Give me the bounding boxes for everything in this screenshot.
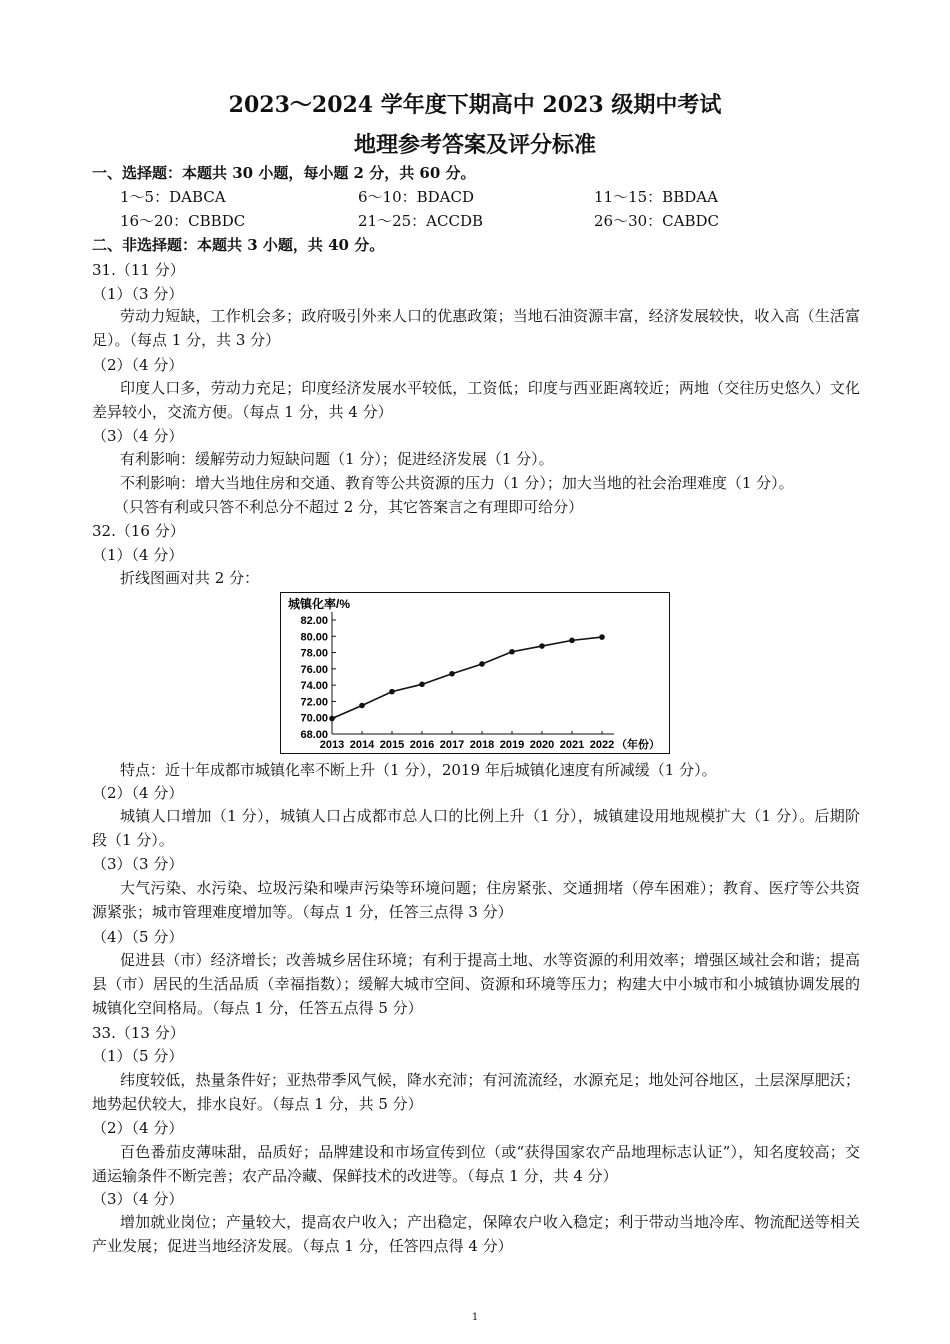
section2-heading: 二、非选择题：本题共 3 小题，共 40 分。: [92, 236, 385, 254]
chart-y-tick-label: 82.00: [300, 615, 328, 627]
q32-part1-text2: 特点：近十年成都市城镇化率不断上升（1 分），2019 年后城镇化速度有所减缓（1 分）。: [120, 761, 717, 779]
q32-part3-text: 大气污染、水污染、垃圾污染和噪声污染等环境问题；住房紧张、交通拥堵（停车困难）；教育、医疗等公共资源紧张；城市管理难度增加等。（每点 1 分，任答三点得 3 分）: [92, 879, 860, 921]
section1-heading: 一、选择题：本题共 30 小题，每小题 2 分，共 60 分。: [92, 164, 476, 182]
chart-x-tick-label: 2013: [319, 739, 345, 751]
chart-y-label: 城镇化率/%: [288, 597, 351, 611]
q33-part1-label: （1）（5 分）: [92, 1047, 184, 1065]
chart-data-point: [539, 643, 545, 649]
chart-data-point: [569, 638, 575, 644]
q32-part2-text: 城镇人口增加（1 分），城镇人口占成都市总人口的比例上升（1 分），城镇建设用地规模扩大（1 分）。后期阶段（1 分）。: [92, 807, 860, 849]
answer-group: 6～10：BDACD: [358, 188, 475, 206]
chart-x-tick-label: 2022: [589, 739, 615, 751]
q31-part2-text: 印度人口多，劳动力充足；印度经济发展水平较低，工资低；印度与西亚距离较近；两地（交往历史悠久）文化差异较小，交流方便。（每点 1 分，共 4 分）: [92, 379, 860, 421]
page-title: 2023～2024 学年度下期高中 2023 级期中考试: [228, 92, 722, 118]
answer-group: 1～5：DABCA: [120, 188, 226, 206]
chart-data-point: [359, 703, 365, 709]
chart-y-tick-label: 74.00: [300, 680, 328, 693]
q33-part1-text: 纬度较低，热量条件好；亚热带季风气候，降水充沛；有河流流经，水源充足；地处河谷地区，土层深厚肥沃；地势起伏较大，排水良好。（每点 1 分，共 5 分）: [92, 1071, 860, 1113]
chart-x-tick-label: 2014: [349, 739, 375, 751]
chart-y-tick-label: 70.00: [300, 712, 328, 725]
q33-part2-text: 百色番茄皮薄味甜，品质好；品牌建设和市场宣传到位（或“获得国家农产品地理标志认证”），知名度较高；交通运输条件不断完善；农产品冷藏、保鲜技术的改进等。（每点 1 分，共 4 分）: [92, 1143, 860, 1185]
chart-data-point: [329, 716, 335, 722]
chart-y-tick-label: 80.00: [300, 631, 328, 644]
q31-part2-label: （2）（4 分）: [92, 356, 184, 374]
chart-y-tick-label: 72.00: [300, 696, 328, 709]
chart-x-tick-label: 2017: [439, 739, 465, 751]
q31-part1-label: （1）（3 分）: [92, 285, 184, 303]
chart-x-tick-label: 2019: [499, 739, 525, 751]
q31-part3-note: （只答有利或只答不利总分不超过 2 分，其它答案言之有理即可给分）: [114, 498, 584, 516]
chart-x-tick-label: 2020: [529, 739, 555, 751]
chart-data-point: [509, 649, 515, 655]
q31-part3-text2: 不利影响：增大当地住房和交通、教育等公共资源的压力（1 分）；加大当地的社会治理难度（1 分）。: [120, 474, 794, 492]
answer-group: 21～25：ACCDB: [358, 212, 484, 230]
q33-part2-label: （2）（4 分）: [92, 1119, 184, 1137]
chart-x-tick-label: 2021: [559, 739, 585, 751]
answer-group: 11～15：BBDAA: [594, 188, 718, 206]
q32-part4-text: 促进县（市）经济增长；改善城乡居住环境；有利于提高土地、水等资源的利用效率；增强区域社会和谐；提高县（市）居民的生活品质（幸福指数）；缓解大城市空间、资源和环境等压力；构建大中小城市和小城镇协调发展的城镇化空间格局。（每点 1 分，任答五点得 5 分）: [92, 951, 860, 1017]
answer-group: 26～30：CABDC: [594, 212, 720, 230]
chart-y-tick-label: 78.00: [300, 647, 328, 660]
chart-data-point: [389, 689, 395, 695]
q31-title: 31.（11 分）: [92, 261, 185, 279]
chart-y-tick-label: 68.00: [300, 729, 328, 741]
answer-group: 16～20：CBBDC: [120, 212, 246, 230]
urbanization-line-chart: [280, 592, 670, 754]
q32-part2-label: （2）（4 分）: [92, 784, 184, 802]
chart-x-label: （年份）: [616, 739, 660, 751]
q32-part1-label: （1）（4 分）: [92, 546, 184, 564]
page-subtitle: 地理参考答案及评分标准: [353, 132, 596, 158]
chart-data-point: [449, 671, 455, 677]
q31-part3-text1: 有利影响：缓解劳动力短缺问题（1 分）；促进经济发展（1 分）。: [120, 450, 554, 468]
q32-part1-text1: 折线图画对共 2 分：: [120, 569, 260, 587]
chart-x-tick-label: 2016: [409, 739, 435, 751]
q32-part3-label: （3）（3 分）: [92, 855, 184, 873]
q31-part1-text: 劳动力短缺，工作机会多；政府吸引外来人口的优惠政策；当地石油资源丰富，经济发展较快，收入高（生活富足）。（每点 1 分，共 3 分）: [92, 307, 860, 349]
q32-part4-label: （4）（5 分）: [92, 928, 184, 946]
q33-part3-label: （3）（4 分）: [92, 1190, 184, 1208]
chart-data-point: [419, 682, 425, 688]
q32-title: 32.（16 分）: [92, 522, 185, 540]
chart-data-point: [479, 661, 485, 667]
chart-y-tick-label: 76.00: [300, 663, 328, 676]
chart-series-line: [332, 637, 602, 718]
page-number: 1: [471, 1312, 479, 1323]
q33-part3-text: 增加就业岗位；产量较大，提高农户收入；产出稳定，保障农户收入稳定；利于带动当地冷库、物流配送等相关产业发展；促进当地经济发展。（每点 1 分，任答四点得 4 分）: [92, 1213, 860, 1255]
chart-data-point: [599, 634, 605, 640]
q33-title: 33.（13 分）: [92, 1024, 185, 1042]
chart-x-tick-label: 2015: [379, 739, 405, 751]
q31-part3-label: （3）（4 分）: [92, 427, 184, 445]
chart-frame: [281, 593, 670, 754]
chart-x-tick-label: 2018: [469, 739, 495, 751]
